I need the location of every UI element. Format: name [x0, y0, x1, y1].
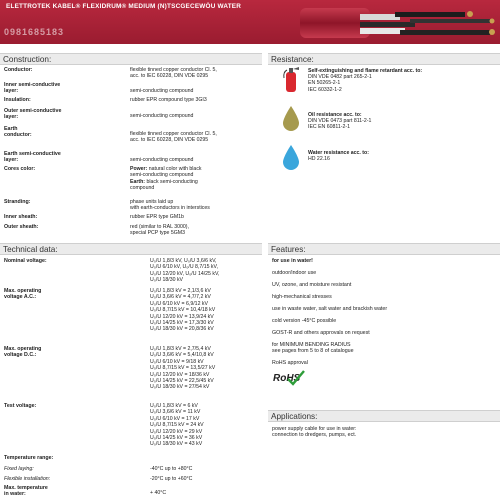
construction-value: rubber EPR compound type 3GI3	[130, 97, 207, 103]
technical-label: Temperature range:	[4, 455, 54, 461]
rohs-logo-text: RoHS	[273, 373, 301, 384]
resistance-lines: HD 22.16	[308, 156, 330, 163]
construction-value: flexible tinned copper conductor Cl. 5, acc. to IEC 60228, DIN VDE 0295	[130, 131, 217, 144]
construction-label: Earth semi-conductive layer:	[4, 151, 61, 164]
feature-item: use in waste water, salt water and brackish water	[272, 306, 388, 312]
power-value: natural color with black semi-conducting compound	[130, 166, 202, 179]
construction-label: Conductor:	[4, 67, 33, 73]
watermark-text: 0981685183	[4, 27, 65, 37]
header-banner	[0, 0, 500, 44]
technical-label: Max. operating voltage D.C.:	[4, 346, 42, 359]
construction-value: flexible tinned copper conductor Cl. 5, acc. to IEC 60228, DIN VDE 0295	[130, 67, 217, 80]
oil-drop-icon	[283, 106, 299, 132]
resistance-oil	[308, 112, 498, 131]
construction-label: Cores color:	[4, 166, 36, 172]
technical-value: U₀/U 1,8/3 kV, U₀/U 3,6/6 kV, U₀/U 6/10 kV, U₀/U 8,7/15 kV, U₀/U 12/20 kV, U₀/U 14/25 kV, U₀/U 18/30 kV	[150, 258, 220, 284]
technical-value: U₀/U 1,8/3 kV = 2,7/5,4 kV U₀/U 3,6/6 kV = 5,4/10,8 kV U₀/U 6/10 kV = 9/18 kV U₀/U 8,7/15 kV = 13,5/27 kV U₀/U 12/20 kV = 18/36 kV U₀/U 14/25 kV = 22,5/45 kV U₀/U 18/30 kV = 27/54 kV	[150, 346, 216, 391]
applications-text: power supply cable for use in water: connection to dredgers, pumps, ect.	[272, 426, 357, 439]
resistance-flame	[308, 68, 498, 93]
technical-label: Max. temperature in water:	[4, 485, 48, 498]
resistance-lines: DIN VDE 0473 part 811-2-1 IEC EN 60811-2-1	[308, 118, 372, 131]
feature-item: high-mechanical stresses	[272, 294, 332, 300]
technical-heading: Technical data:	[0, 243, 262, 255]
construction-value: phase units laid up with earth-conductors in interstices	[130, 199, 210, 212]
features-heading: Features:	[268, 243, 500, 255]
construction-label: Inner sheath:	[4, 214, 38, 220]
cable-image	[300, 0, 500, 44]
check-icon	[287, 370, 305, 386]
resistance-title: Self-extinguishing and flame retardant acc. to:	[308, 68, 423, 74]
construction-value: semi-conducting compound	[130, 113, 194, 119]
resistance-title: Oil resistance acc. to:	[308, 112, 362, 118]
feature-item: for use in water!	[272, 258, 313, 264]
technical-label: Flexible installation:	[4, 476, 51, 482]
feature-item: for MINIMUM BENDING RADIUS see pages from 5 to 8 of catalogue	[272, 342, 354, 355]
construction-value: red (similar to RAL 3000), special PCP type 5GM3	[130, 224, 189, 237]
feature-item: outdoor/indoor use	[272, 270, 317, 276]
construction-label: Outer semi-conductive layer:	[4, 108, 62, 121]
technical-value: -20°C up to +60°C	[150, 476, 193, 482]
technical-label: Fixed laying:	[4, 466, 34, 472]
technical-value: + 40°C	[150, 490, 167, 496]
feature-item: cold version -45°C possible	[272, 318, 337, 324]
technical-value: U₀/U 1,8/3 kV = 6 kV U₀/U 3,6/6 kV = 11 kV U₀/U 6/10 kV = 17 kV U₀/U 8,7/15 kV = 24 kV U₀/U 12/20 kV = 29 kV U₀/U 14/25 kV = 36 kV U₀/U 18/30 kV = 43 kV	[150, 403, 204, 448]
feature-item: RoHS approval	[272, 360, 308, 366]
fire-extinguisher-icon	[281, 64, 301, 94]
resistance-lines: DIN VDE 0482 part 265-2-1 EN 50265-2-1 IEC 60332-1-2	[308, 74, 372, 93]
resistance-water	[308, 150, 498, 162]
construction-label: Outer sheath:	[4, 224, 39, 230]
construction-label: Inner semi-conductive layer:	[4, 82, 61, 95]
resistance-heading: Resistance:	[268, 53, 500, 65]
technical-label: Nominal voltage:	[4, 258, 47, 264]
technical-value: U₀/U 1,8/3 kV = 2,1/3,6 kV U₀/U 3,6/6 kV = 4,7/7,2 kV U₀/U 6/10 kV = 6,9/12 kV U₀/U 8,7/15 kV = 10,4/18 kV U₀/U 12/20 kV = 13,9/24 kV U₀/U 14/25 kV = 17,3/30 kV U₀/U 18/30 kV = 20,8/36 kV	[150, 288, 216, 333]
construction-value: rubber EPR type GM1b	[130, 214, 184, 220]
feature-item: UV, ozone, and moisture resistant	[272, 282, 352, 288]
earth-label: Earth:	[130, 178, 145, 185]
page-title: ELETTROTEK KABEL® FLEXIDRUM® MEDIUM (N)TSCGECEWÖU WATER	[6, 3, 242, 10]
construction-value: semi-conducting compound	[130, 157, 194, 163]
construction-label: Insulation:	[4, 97, 31, 103]
applications-heading: Applications:	[268, 410, 500, 422]
construction-heading: Construction:	[0, 53, 262, 65]
construction-value: semi-conducting compound	[130, 88, 194, 94]
rohs-logo	[273, 372, 303, 388]
construction-label: Earth conductor:	[4, 126, 32, 139]
power-label: Power:	[130, 166, 148, 172]
earth-value: black semi-conducting compound	[130, 178, 198, 192]
feature-item: GOST-R and others approvals on request	[272, 330, 370, 336]
resistance-title: Water resistance acc. to:	[308, 150, 369, 156]
cores-color-value	[130, 166, 260, 192]
technical-value: -40°C up to +80°C	[150, 466, 193, 472]
water-drop-icon	[283, 145, 299, 171]
technical-label: Max. operating voltage A.C.:	[4, 288, 42, 301]
technical-label: Test voltage:	[4, 403, 37, 409]
construction-label: Stranding:	[4, 199, 31, 205]
